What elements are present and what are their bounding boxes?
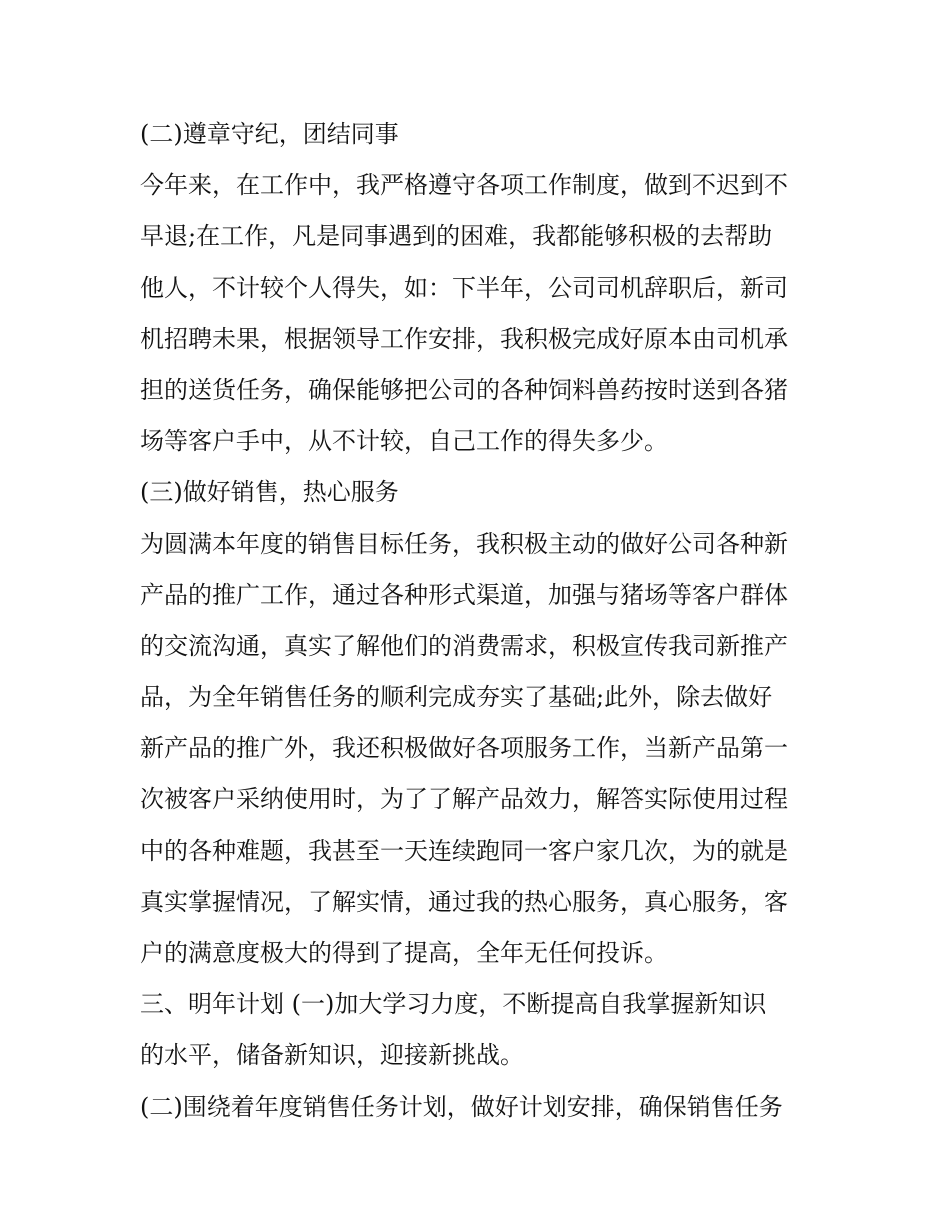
body-line: 机招聘未果，根据领导工作安排，我积极完成好原本由司机承 [140, 324, 788, 353]
section-heading-next-year-plan: 三、明年计划 (一)加大学习力度，不断提高自我掌握新知识 [140, 990, 767, 1019]
body-line: 的水平，储备新知识，迎接新挑战。 [140, 1041, 524, 1070]
body-line: 早退;在工作，凡是同事遇到的困难，我都能够积极的去帮助 [140, 222, 773, 251]
body-line: 品，为全年销售任务的顺利完成夯实了基础;此外，除去做好 [140, 683, 773, 712]
body-line: 户的满意度极大的得到了提高，全年无任何投诉。 [140, 939, 668, 967]
body-line: 场等客户手中，从不计较，自己工作的得失多少。 [140, 427, 668, 456]
body-line: 为圆满本年度的销售目标任务，我积极主动的做好公司各种新 [140, 529, 788, 558]
body-line: 产品的推广工作，通过各种形式渠道，加强与猪场等客户群体 [140, 580, 788, 609]
document-body [140, 109, 820, 1133]
section-heading-observe-rules: (二)遵章守纪，团结同事 [140, 120, 399, 148]
body-line: 今年来，在工作中，我严格遵守各项工作制度，做到不迟到不 [140, 171, 788, 200]
section-heading-sales-service: (三)做好销售，热心服务 [140, 478, 399, 507]
body-line: (二)围绕着年度销售任务计划，做好计划安排，确保销售任务 [140, 1092, 783, 1121]
body-line: 他人，不计较个人得失，如：下半年，公司司机辞职后，新司 [140, 273, 788, 302]
body-line: 担的送货任务，确保能够把公司的各种饲料兽药按时送到各猪 [140, 375, 788, 404]
body-line: 新产品的推广外，我还积极做好各项服务工作，当新产品第一 [140, 734, 788, 763]
body-line: 的交流沟通，真实了解他们的消费需求，积极宣传我司新推产 [140, 631, 788, 660]
body-line: 中的各种难题，我甚至一天连续跑同一客户家几次，为的就是 [140, 836, 788, 865]
body-line: 真实掌握情况，了解实情，通过我的热心服务，真心服务，客 [140, 887, 788, 916]
body-line: 次被客户采纳使用时，为了了解产品效力，解答实际使用过程 [140, 785, 788, 814]
